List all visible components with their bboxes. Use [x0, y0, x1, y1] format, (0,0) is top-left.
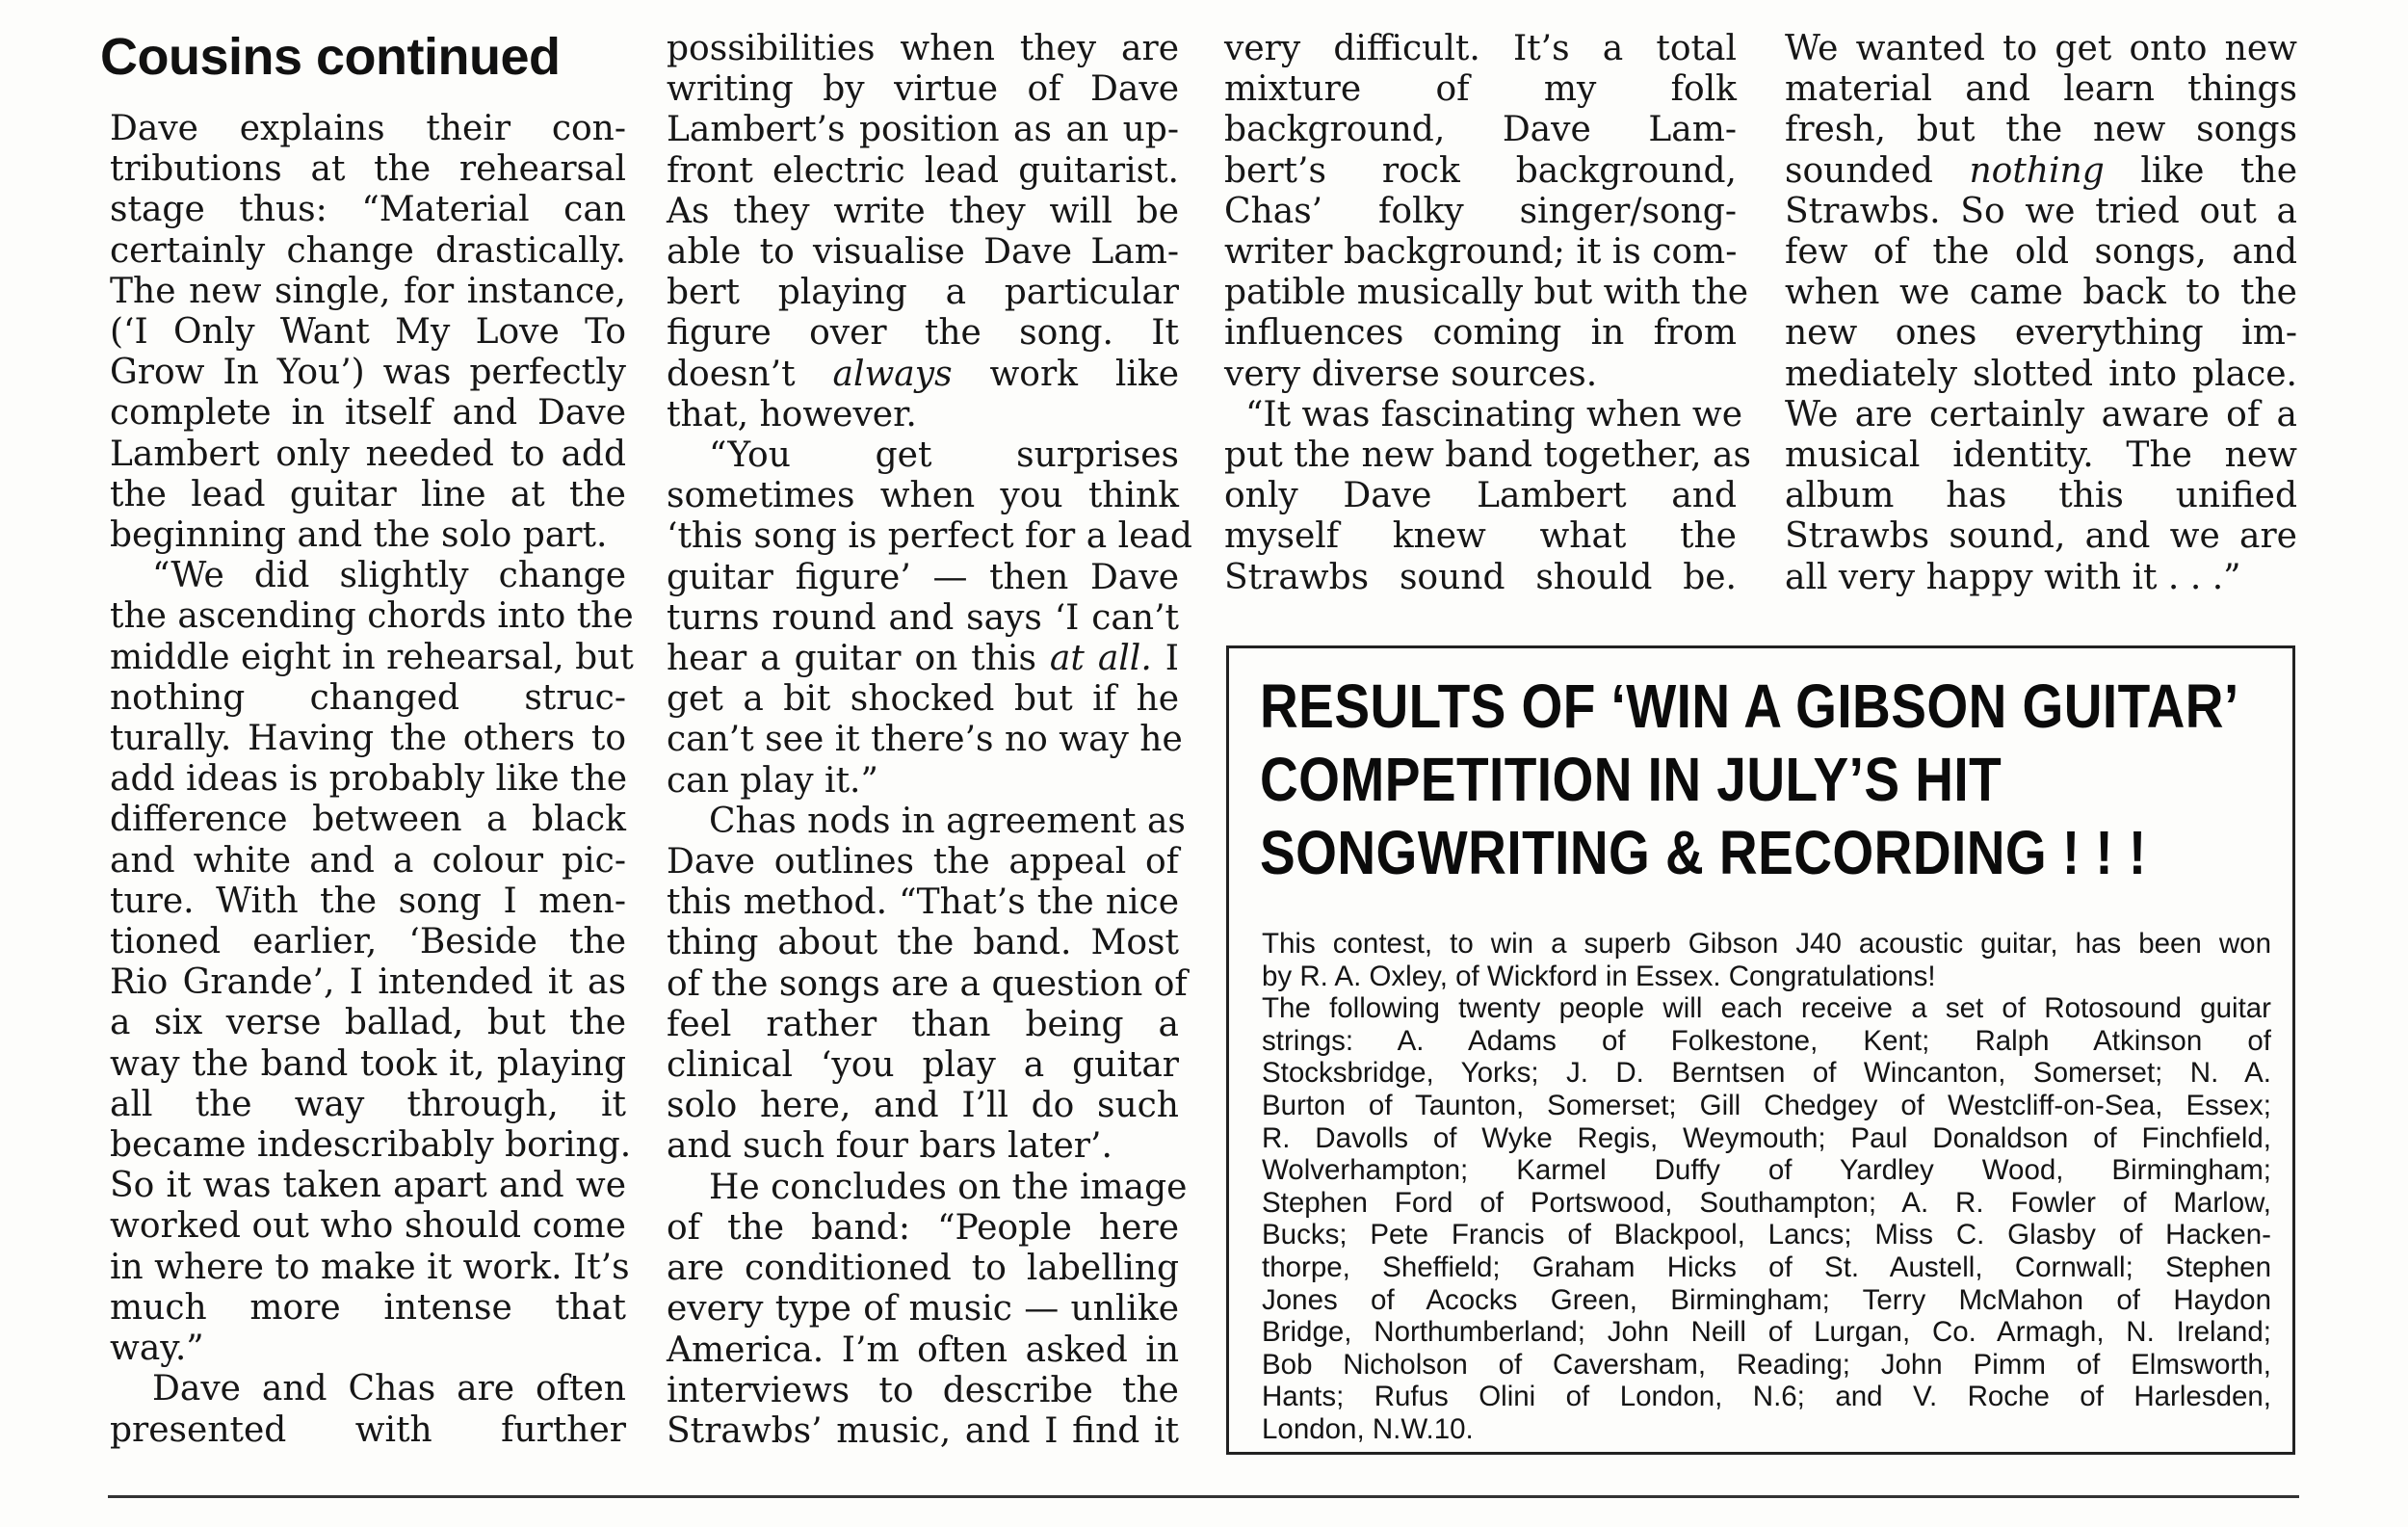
text-fragment: like the: [2140, 150, 2298, 191]
text-line: the lead guitar line at the: [110, 474, 626, 514]
text-line: new ones everything im-: [1785, 313, 2297, 354]
text-line: “We did slightly change: [152, 556, 626, 596]
text-line: all the way through, it: [110, 1084, 626, 1124]
text-line: He concludes on the image: [709, 1167, 1188, 1207]
text-line: mixture of my folk: [1224, 69, 1737, 110]
text-line: album has this unified: [1785, 476, 2297, 516]
text-line: guitar figure’ — then Dave: [667, 557, 1179, 597]
text-line: influences coming in from: [1224, 313, 1737, 354]
text-line: a six verse ballad, but the: [110, 1003, 626, 1043]
text-line: this method. “That’s the nice: [667, 882, 1179, 923]
text-line: We are certainly aware of a: [1785, 394, 2297, 434]
results-title: [1260, 670, 2239, 889]
emphasis-text: at all.: [1049, 639, 1152, 679]
text-line: Chas’ folky singer/song-: [1224, 191, 1737, 231]
text-line: much more intense that: [110, 1287, 626, 1328]
text-line: put the new band together, as: [1224, 435, 1751, 476]
text-line: difference between a black: [110, 800, 626, 840]
results-line: Bridge, Northumberland; John Neill of Lurgan, Co. Armagh, N. Ireland;: [1262, 1316, 2271, 1349]
text-line: can play it.”: [667, 760, 878, 801]
text-line: can’t see it there’s no way he: [667, 720, 1183, 760]
text-line: get a bit shocked but if he: [667, 679, 1179, 720]
text-line: of the songs are a question of: [667, 963, 1188, 1004]
results-line: thorpe, Sheffield; Graham Hicks of St. Austell, Cornwall; Stephen: [1262, 1251, 2271, 1283]
text-line: the ascending chords into the: [110, 596, 634, 637]
text-line: complete in itself and Dave: [110, 393, 626, 434]
text-line: (‘I Only Want My Love To: [110, 312, 626, 353]
text-line: Rio Grande’, I intended it as: [110, 962, 626, 1003]
article-column-1: [110, 109, 634, 1451]
text-line: patible musically but with the: [1224, 273, 1749, 313]
text-line: Lambert only needed to add: [110, 434, 626, 474]
text-line: Strawbs’ music, and I find it: [667, 1410, 1179, 1451]
text-line: The new single, for instance,: [110, 271, 626, 311]
results-line: R. Davolls of Wyke Regis, Weymouth; Paul Donaldson of Finchfield,: [1262, 1121, 2271, 1154]
text-line: ture. With the song I men-: [110, 881, 626, 921]
text-line: Lambert’s position as an up-: [667, 110, 1179, 150]
text-line: Chas nods in agreement as: [709, 801, 1186, 841]
article-column-3: [1224, 29, 1751, 598]
text-line: Dave explains their con-: [110, 109, 626, 148]
results-body: [1262, 928, 2271, 1446]
text-line: Strawbs. So we tried out a: [1785, 191, 2297, 231]
text-line: sometimes when you think: [667, 476, 1179, 516]
text-line: Strawbs sound, and we are: [1785, 516, 2297, 557]
results-line: Bob Nicholson of Caversham, Reading; John Pimm of Elmsworth,: [1262, 1348, 2271, 1381]
emphasis-text: nothing: [1969, 150, 2105, 191]
article-column-4: [1785, 29, 2297, 598]
results-line: by R. A. Oxley, of Wickford in Essex. Congratulations!: [1262, 960, 1936, 992]
text-line: interviews to describe the: [667, 1370, 1179, 1410]
text-line: and such four bars later’.: [667, 1126, 1112, 1167]
text-line: myself knew what the: [1224, 516, 1737, 557]
text-line: presented with further: [110, 1409, 626, 1450]
text-fragment: work like: [989, 354, 1179, 394]
text-line: Strawbs sound should be.: [1224, 557, 1737, 597]
results-line: Stephen Ford of Portswood, Southampton; A. R. Fowler of Marlow,: [1262, 1186, 2271, 1219]
text-line: and white and a colour pic-: [110, 840, 626, 881]
text-line: “You get surprises: [709, 435, 1179, 476]
text-line: add ideas is probably like the: [110, 759, 627, 800]
text-line: thing about the band. Most: [667, 923, 1179, 963]
text-line: “It was fascinating when we: [1245, 394, 1743, 434]
text-line: stage thus: “Material can: [110, 190, 626, 230]
text-line: writing by virtue of Dave: [667, 69, 1179, 110]
results-line: The following twenty people will each receive a set of Rotosound guitar: [1262, 992, 2271, 1025]
article-heading: Cousins continued: [100, 28, 561, 86]
text-line: Dave outlines the appeal of: [667, 842, 1179, 882]
results-line: Burton of Taunton, Somerset; Gill Chedgey of Westcliff-on-Sea, Essex;: [1262, 1089, 2271, 1121]
text-line: solo here, and I’ll do such: [667, 1086, 1179, 1126]
competition-results-box: [1226, 645, 2295, 1455]
text-line: We wanted to get onto new: [1785, 29, 2297, 68]
text-line: Dave and Chas are often: [152, 1369, 626, 1409]
text-line: able to visualise Dave Lam-: [667, 232, 1179, 273]
text-line: mediately slotted into place.: [1785, 354, 2297, 394]
article-column-2: [667, 29, 1192, 1452]
results-line: Wolverhampton; Karmel Duffy of Yardley Wood, Birmingham;: [1262, 1154, 2271, 1187]
emphasis-text: always: [832, 354, 953, 394]
text-line: possibilities when they are: [667, 29, 1179, 68]
bottom-rule: [108, 1495, 2299, 1498]
text-line: background, Dave Lam-: [1224, 110, 1737, 150]
text-line: every type of music — unlike: [667, 1289, 1179, 1330]
results-line: Stocksbridge, Yorks; J. D. Berntsen of Wincanton, Somerset; N. A.: [1262, 1057, 2271, 1090]
text-line: ‘this song is perfect for a lead: [667, 516, 1192, 557]
text-line: musical identity. The new: [1785, 435, 2297, 476]
text-line: beginning and the solo part.: [110, 515, 608, 556]
text-line: when we came back to the: [1785, 273, 2297, 313]
text-line: worked out who should come: [110, 1206, 626, 1247]
text-line: very difficult. It’s a total: [1224, 29, 1737, 68]
text-line: way the band took it, playing: [110, 1043, 626, 1084]
results-title-line: RESULTS OF ‘WIN A GIBSON GUITAR’: [1260, 671, 2239, 741]
text-line: Grow In You’) was perfectly: [110, 353, 626, 393]
text-line: bert’s rock background,: [1224, 150, 1737, 191]
text-line: middle eight in rehearsal, but: [110, 637, 634, 677]
text-line: bert playing a particular: [667, 273, 1179, 313]
text-line: [667, 639, 1179, 679]
text-line: turally. Having the others to: [110, 719, 626, 759]
text-line: clinical ‘you play a guitar: [667, 1045, 1179, 1086]
text-line: way.”: [110, 1329, 204, 1369]
text-line: are conditioned to labelling: [667, 1249, 1179, 1289]
text-line: tioned earlier, ‘Beside the: [110, 922, 626, 962]
text-line: [1785, 151, 2297, 192]
results-line: Hants; Rufus Olini of London, N.6; and V. Roche of Harlesden,: [1262, 1381, 2271, 1413]
text-fragment: sounded: [1785, 150, 1933, 191]
results-line: This contest, to win a superb Gibson J40 acoustic guitar, has been won: [1262, 928, 2271, 960]
text-line: nothing changed struc-: [110, 677, 626, 718]
text-line: fresh, but the new songs: [1785, 110, 2297, 150]
text-fragment: doesn’t: [667, 354, 796, 394]
text-line: of the band: “People here: [667, 1207, 1179, 1248]
text-line: figure over the song. It: [667, 313, 1179, 354]
text-line: that, however.: [667, 394, 917, 434]
text-line: So it was taken apart and we: [110, 1166, 626, 1206]
text-line: front electric lead guitarist.: [667, 150, 1179, 191]
text-line: only Dave Lambert and: [1224, 476, 1737, 516]
text-line: all very happy with it . . .”: [1785, 557, 2241, 597]
results-title-line: COMPETITION IN JULY’S HIT: [1260, 745, 2002, 814]
text-line: America. I’m often asked in: [667, 1330, 1179, 1370]
results-title-line: SONGWRITING & RECORDING ! ! !: [1260, 818, 2147, 887]
text-line: writer background; it is com-: [1224, 232, 1738, 273]
text-fragment: I: [1165, 639, 1179, 679]
text-fragment: hear a guitar on this: [667, 639, 1036, 679]
results-line: Jones of Acocks Green, Birmingham; Terry McMahon of Haydon: [1262, 1283, 2271, 1316]
text-line: few of the old songs, and: [1785, 232, 2297, 273]
text-line: As they write they will be: [667, 191, 1179, 231]
results-line: strings: A. Adams of Folkestone, Kent; Ralph Atkinson of: [1262, 1024, 2271, 1057]
results-line: London, N.W.10.: [1262, 1412, 1474, 1445]
text-line: very diverse sources.: [1224, 354, 1598, 394]
text-line: feel rather than being a: [667, 1004, 1179, 1044]
text-line: tributions at the rehearsal: [110, 149, 626, 190]
text-line: became indescribably boring.: [110, 1125, 632, 1166]
text-line: certainly change drastically.: [110, 230, 626, 271]
text-line: turns round and says ‘I can’t: [667, 597, 1179, 638]
results-line: Bucks; Pete Francis of Blackpool, Lancs; Miss C. Glasby of Hacken-: [1262, 1219, 2271, 1251]
text-line: in where to make it work. It’s: [110, 1247, 630, 1287]
text-line: [667, 355, 1179, 395]
text-line: material and learn things: [1785, 69, 2297, 110]
